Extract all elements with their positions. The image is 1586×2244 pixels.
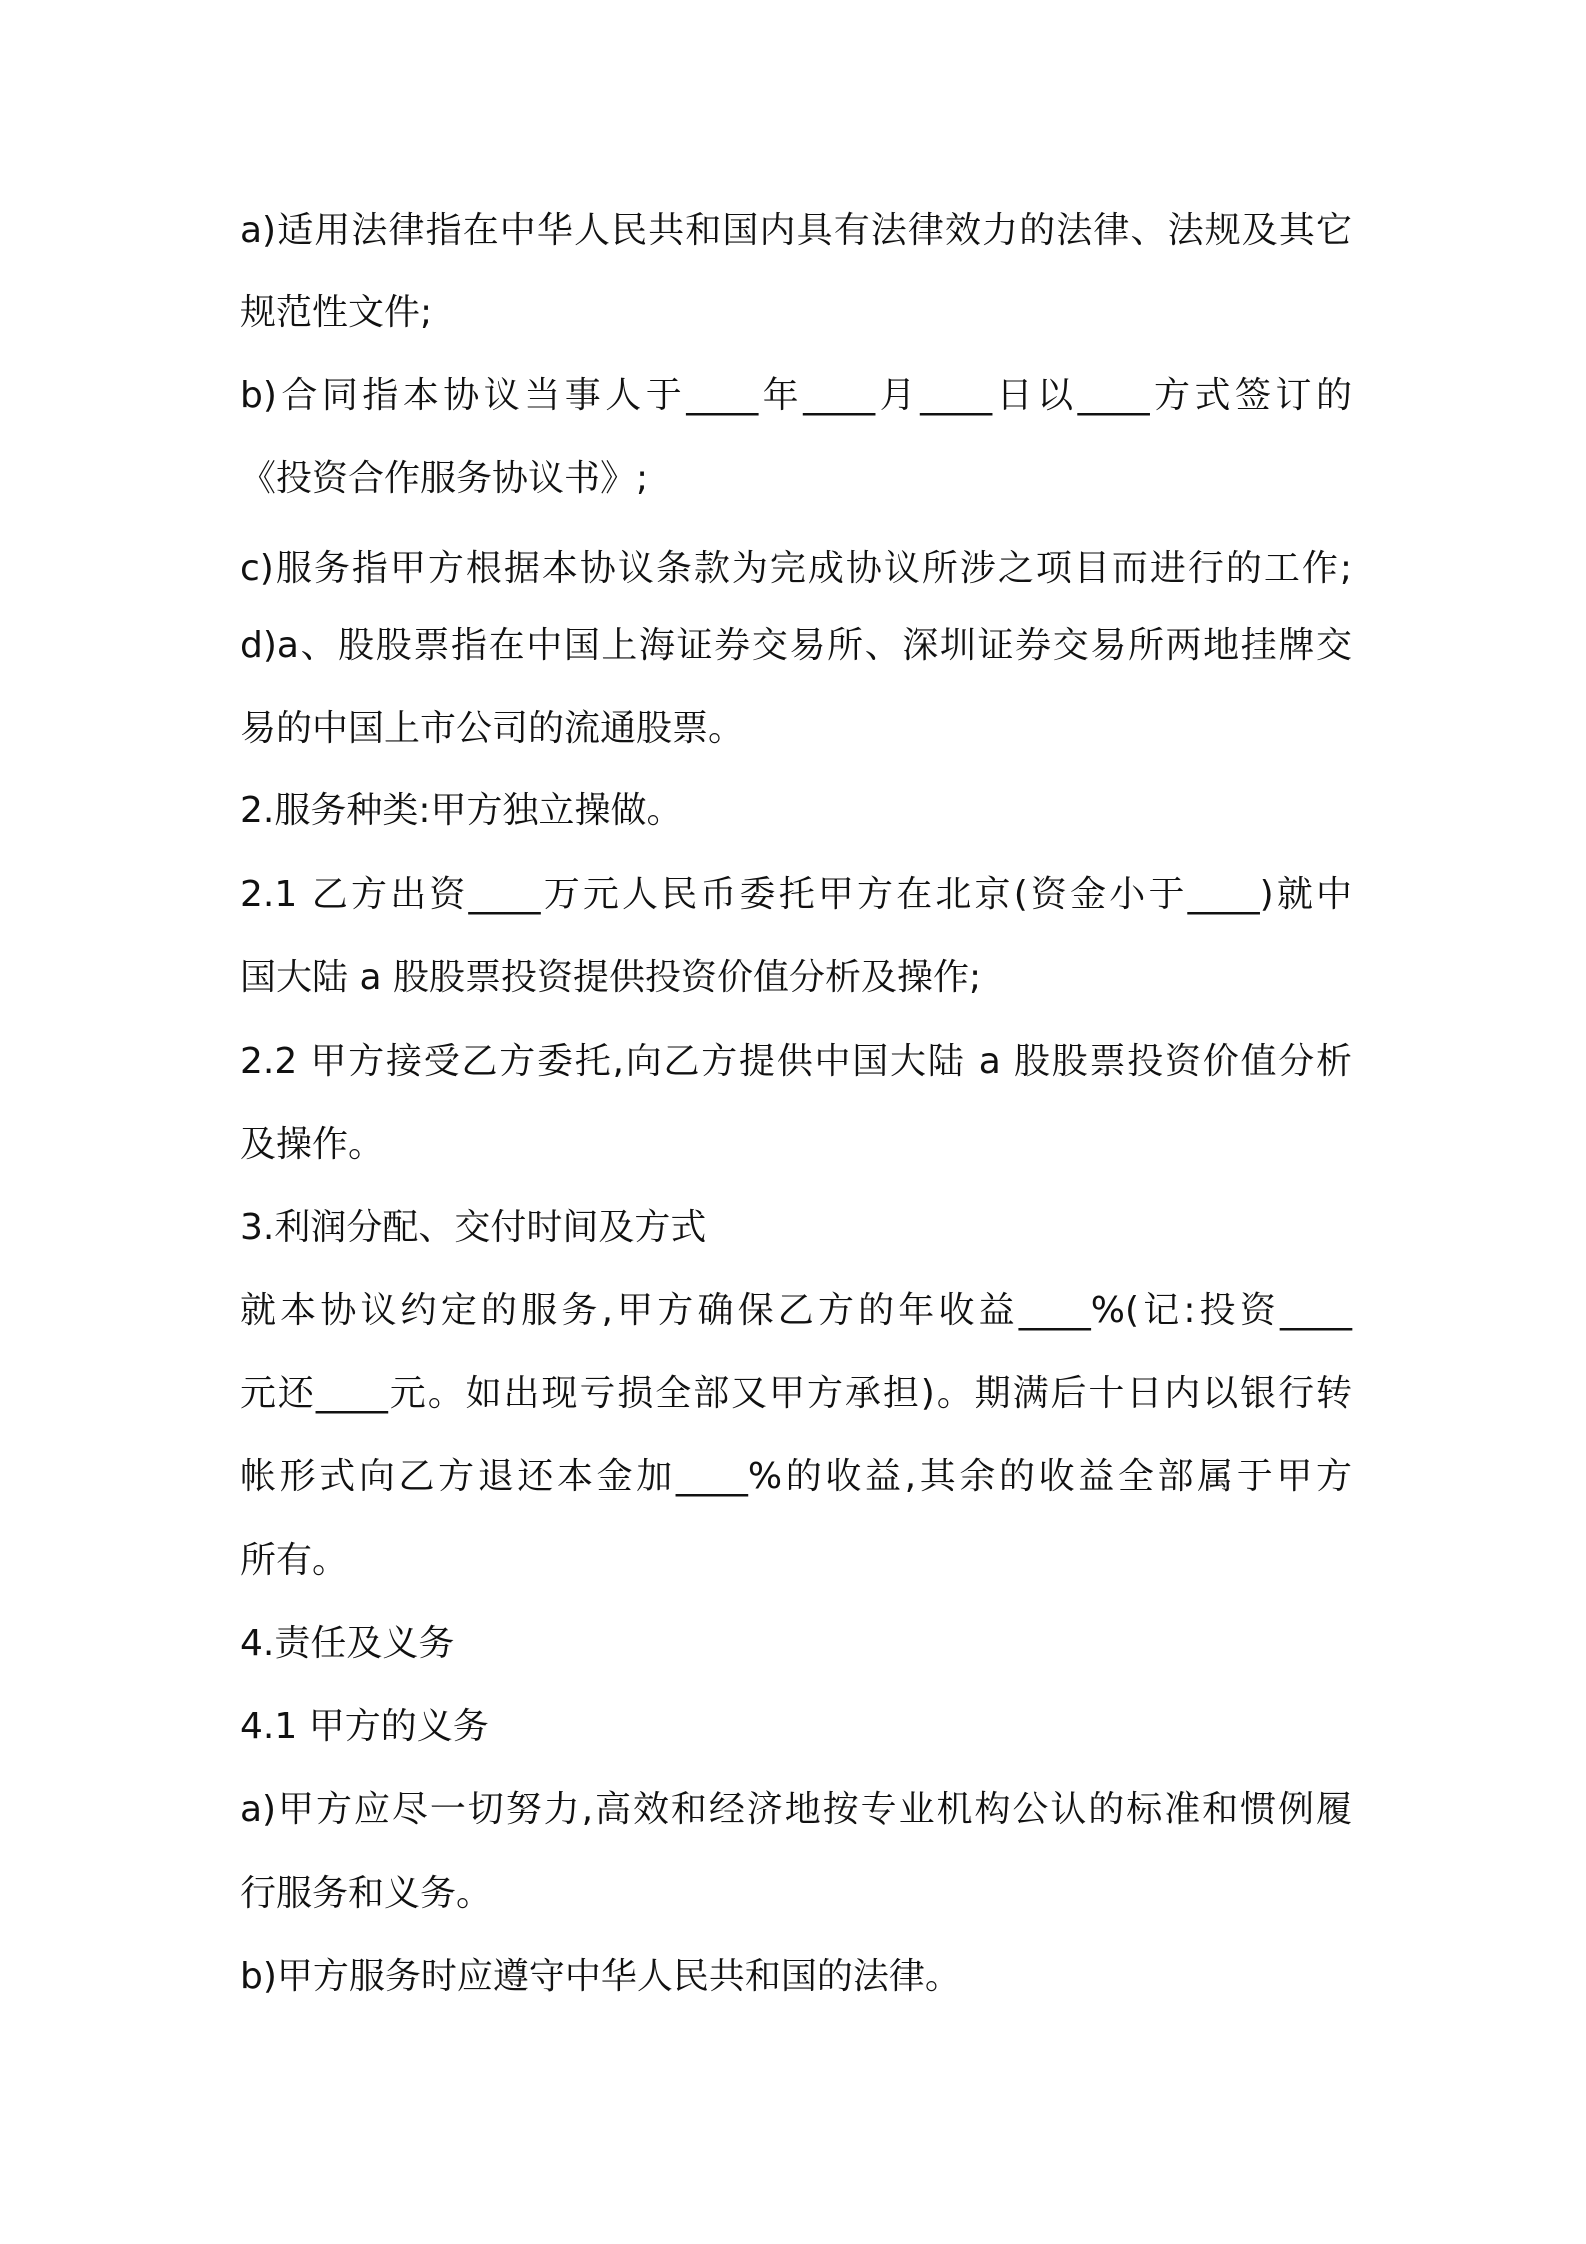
text-line: 2.1 乙方出资____万元人民币委托甲方在北京(资金小于____)就中 [240,874,1352,915]
text-line: 就本协议约定的服务,甲方确保乙方的年收益____%(记:投资____ [240,1290,1352,1331]
text-line: 2.2 甲方接受乙方委托,向乙方提供中国大陆 a 股股票投资价值分析 [240,1041,1352,1082]
text-line: 元还____元。如出现亏损全部又甲方承担)。期满后十日内以银行转 [240,1373,1352,1414]
text-line: c)服务指甲方根据本协议条款为完成协议所涉之项目而进行的工作; [240,548,1352,589]
text-line: 国大陆 a 股股票投资提供投资价值分析及操作; [240,957,982,998]
text-line: 3.利润分配、交付时间及方式 [240,1207,707,1248]
text-line: a)甲方应尽一切努力,高效和经济地按专业机构公认的标准和惯例履 [240,1789,1352,1830]
text-line: 4.1 甲方的义务 [240,1706,489,1747]
text-line: 帐形式向乙方退还本金加____%的收益,其余的收益全部属于甲方 [240,1456,1352,1497]
text-line: b)合同指本协议当事人于____年____月____日以____方式签订的 [240,375,1352,416]
text-line: 2.服务种类:甲方独立操做。 [240,790,683,831]
text-line: 规范性文件; [240,292,433,333]
text-line: 所有。 [240,1540,349,1581]
text-line: 易的中国上市公司的流通股票。 [240,708,745,749]
text-line: 行服务和义务。 [240,1873,493,1914]
text-line: 及操作。 [240,1124,385,1165]
text-line: a)适用法律指在中华人民共和国内具有法律效力的法律、法规及其它 [240,210,1352,251]
text-line: b)甲方服务时应遵守中华人民共和国的法律。 [240,1956,961,1997]
text-line: 《投资合作服务协议书》; [240,458,649,499]
text-line: d)a、股股票指在中国上海证券交易所、深圳证券交易所两地挂牌交 [240,625,1352,666]
text-line: 4.责任及义务 [240,1623,455,1664]
